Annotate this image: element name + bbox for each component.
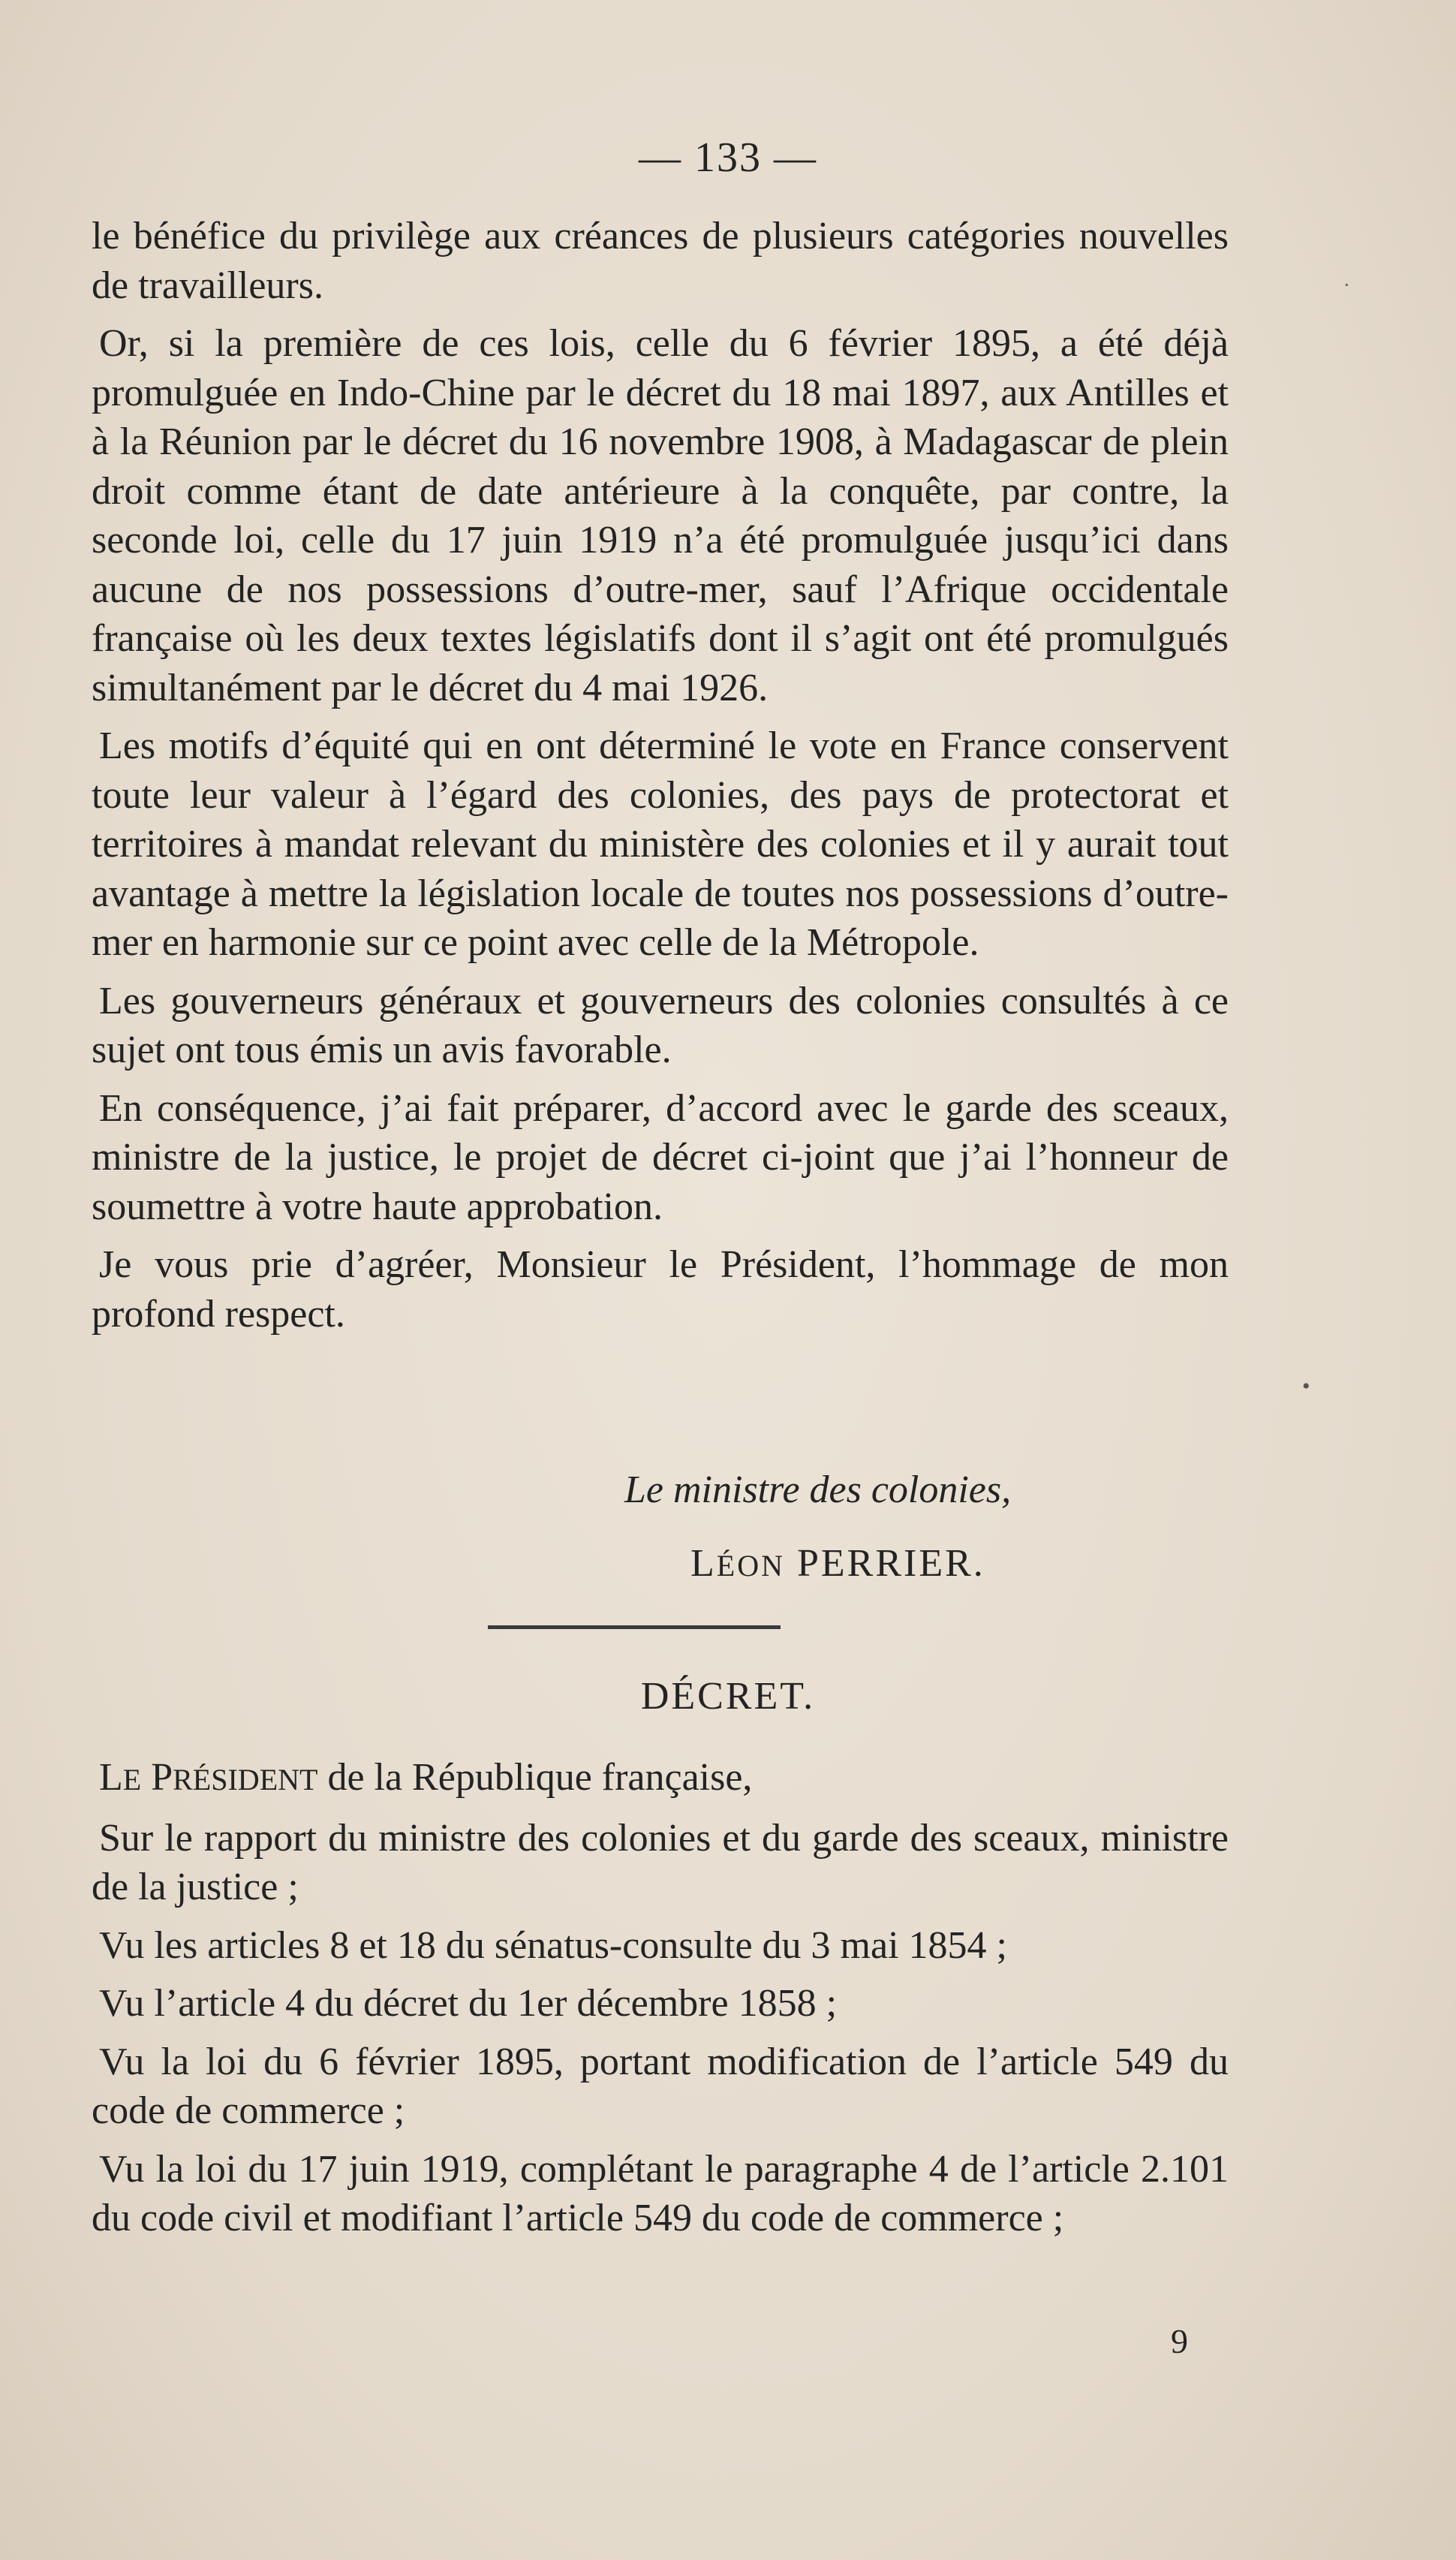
paragraph: Vu la loi du 17 juin 1919, complétant le paragraphe 4 de l’article 2.101 du code civil et modifiant l’article 549 du code de commerce ; (92, 2147, 1229, 2239)
paragraph: Or, si la première de ces lois, celle du 6 février 1895, a été déjà promulguée en Indo-Chine par le décret du 18 mai 1897, aux Antilles et à la Réunion par le décret du 16 novembre 1908, à Madagascar de plein droit comme étant de date antérieure à la conquête, par contre, la seconde loi, celle du 17 juin 1919 n’a été promulguée jusqu’ici dans aucune de nos possessions d’outre-mer, sauf l’Afrique occidentale française où les deux textes législatifs dont il s’agit ont été promulgués simultanément par le décret du 4 mai 1926. (92, 322, 1229, 709)
paragraph: Vu la loi du 6 février 1895, portant modification de l’article 549 du code de commerce ; (92, 2040, 1229, 2132)
preamble-text: de la République française, (327, 1756, 753, 1799)
signature-title: Le ministre des colonies, (624, 1468, 1012, 1511)
page-header: — 133 — (639, 134, 817, 181)
decret-body (92, 1753, 1229, 2252)
preamble-initial: L (99, 1756, 123, 1799)
preamble-smallcaps: E (122, 1763, 142, 1797)
signature-name-smallcaps: ÉON (716, 1549, 785, 1583)
decret-title: DÉCRET. (640, 1675, 816, 1718)
signature-surname: PERRIER. (796, 1542, 985, 1585)
preamble-smallcaps: RÉSIDENT (173, 1763, 318, 1797)
paragraph: Les motifs d’équité qui en ont déterminé le vote en France conservent toute leur valeur à l’égard des colonies, des pays de protectorat et territoires à mandat relevant du ministère des colonies et il y aurait tout avantage à mettre la législation locale de toutes nos possessions d’outre-mer en harmonie sur ce point avec celle de la Métropole. (92, 724, 1229, 964)
paragraph: Vu les articles 8 et 18 du sénatus-consulte du 3 mai 1854 ; (99, 1923, 1007, 1967)
section-divider (488, 1625, 781, 1629)
paragraph: En conséquence, j’ai fait préparer, d’accord avec le garde des sceaux, ministre de la justice, le projet de décret ci-joint que j’ai l’honneur de soumettre à votre haute approbation. (92, 1086, 1229, 1228)
paragraph: Les gouverneurs généraux et gouverneurs des colonies consultés à ce sujet ont tous émis un avis favorable. (92, 979, 1229, 1071)
paragraph: Sur le rapport du ministre des colonies et du garde des sceaux, ministre de la justice ; (92, 1816, 1229, 1908)
decret-preamble (92, 1753, 1229, 1805)
signature-name (0, 1541, 1456, 1586)
paragraph: le bénéfice du privilège aux créances de plusieurs catégories nouvelles de travailleurs. (92, 215, 1229, 307)
signature-name-initial: L (690, 1542, 717, 1585)
ink-speck: · (1343, 274, 1350, 296)
paragraph: Vu l’article 4 du décret du 1er décembre 1858 ; (99, 1982, 838, 2025)
paragraph: Je vous prie d’agréer, Monsieur le Président, l’hommage de mon profond respect. (92, 1243, 1229, 1336)
preamble-initial: P (151, 1756, 173, 1799)
ink-speck: • (1302, 1374, 1310, 1399)
report-body (92, 212, 1229, 1348)
signature-mark: 9 (1171, 2322, 1188, 2360)
